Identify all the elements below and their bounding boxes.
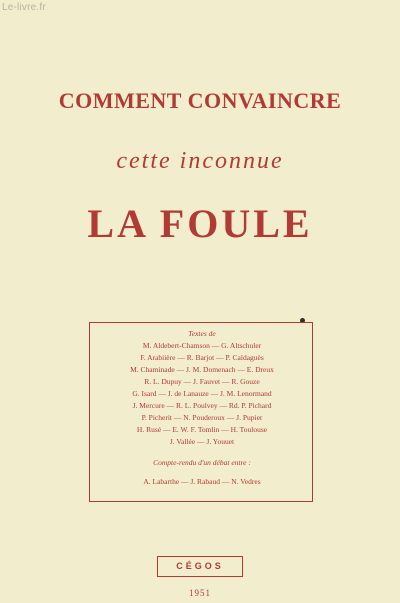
contributors-line: F. Arabiière — R. Barjot — P. Caldaguès: [140, 353, 264, 362]
watermark: Le-livre.fr: [2, 2, 46, 13]
publisher-label: CÉGOS: [157, 556, 243, 577]
contributors-line: G. Isard — J. de Lanauze — J. M. Lenormand: [132, 389, 272, 398]
contributors-line: M. Chaminade — J. M. Domenach — E. Dreux: [130, 365, 274, 374]
publication-year: 1951: [189, 588, 211, 598]
contributors-heading: Textes de: [188, 329, 216, 338]
contributors-box: [89, 322, 313, 502]
debate-heading: Compte-rendu d'un débat entre :: [153, 458, 251, 467]
contributors-line: R. L. Dupuy — J. Fauvet — R. Gouze: [144, 377, 260, 386]
contributors-line: J. Mercure — R. L. Poulvey — Rd. P. Pichard: [132, 401, 272, 410]
debate-participants: A. Labarthe — J. Rabaud — N. Vedres: [143, 477, 261, 486]
title-line-3: LA FOULE: [87, 201, 313, 246]
contributors-line: P. Picherit — N. Pouderoux — J. Pupier: [141, 413, 263, 422]
title-line-1: COMMENT CONVAINCRE: [58, 88, 342, 113]
title-line-2: cette inconnue: [116, 148, 284, 174]
contributors-line: J. Vallée — J. Youuet: [169, 437, 235, 446]
contributors-line: M. Aldebert-Chamson — G. Altschuler: [142, 341, 262, 350]
contributors-line: H. Rusé — E. W. F. Tomlin — H. Toulouse: [136, 425, 268, 434]
